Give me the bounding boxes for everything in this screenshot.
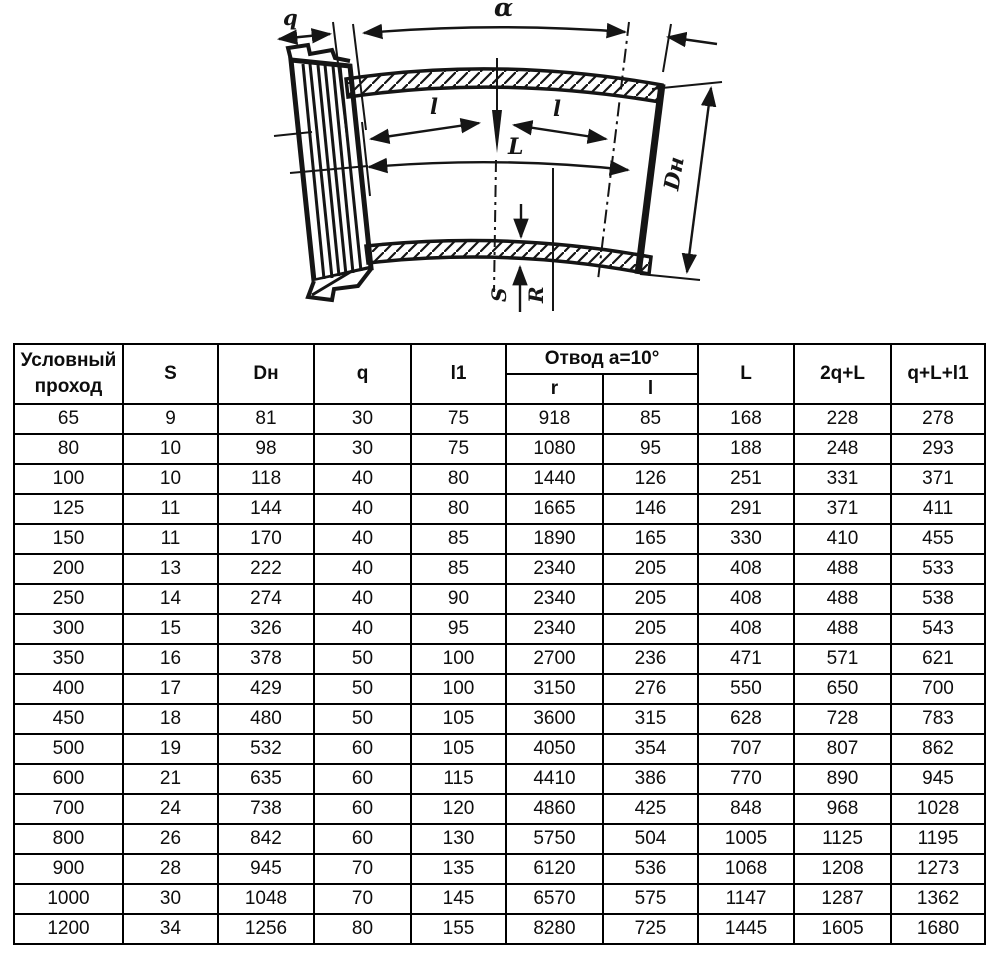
table-row (14, 884, 985, 914)
table-cell: 85 (411, 554, 506, 584)
table-cell: 371 (891, 464, 985, 494)
table-cell: 10 (123, 434, 218, 464)
table-row (14, 464, 985, 494)
col-header-l1: l1 (411, 344, 506, 404)
table-cell: 65 (14, 404, 123, 434)
table-cell: 236 (603, 644, 698, 674)
table-cell: 480 (218, 704, 314, 734)
table-cell: 28 (123, 854, 218, 884)
table-cell: 1028 (891, 794, 985, 824)
table-cell: 130 (411, 824, 506, 854)
table-cell: 500 (14, 734, 123, 764)
dim-label-alpha: α (494, 0, 514, 22)
table-row (14, 674, 985, 704)
table-cell: 251 (698, 464, 794, 494)
table-cell: 300 (14, 614, 123, 644)
table-header (14, 344, 985, 404)
table-cell: 783 (891, 704, 985, 734)
dim-label-R: R (524, 286, 548, 303)
table-cell: 700 (14, 794, 123, 824)
table-row (14, 824, 985, 854)
table-cell: 70 (314, 884, 411, 914)
table-cell: 707 (698, 734, 794, 764)
table-cell: 8280 (506, 914, 603, 944)
table-cell: 11 (123, 524, 218, 554)
table-row (14, 794, 985, 824)
table-cell: 945 (218, 854, 314, 884)
table-cell: 34 (123, 914, 218, 944)
table-cell: 550 (698, 674, 794, 704)
table-cell: 40 (314, 614, 411, 644)
table-cell: 575 (603, 884, 698, 914)
table-cell: 40 (314, 494, 411, 524)
dim-label-S: S (487, 287, 511, 302)
table-row (14, 704, 985, 734)
table-cell: 488 (794, 614, 891, 644)
table-cell: 700 (891, 674, 985, 704)
table-cell: 14 (123, 584, 218, 614)
table-row (14, 644, 985, 674)
table-cell: 85 (603, 404, 698, 434)
col-header-L: L (698, 344, 794, 404)
table-cell: 205 (603, 584, 698, 614)
table-cell: 80 (411, 494, 506, 524)
table-cell: 50 (314, 674, 411, 704)
table-cell: 471 (698, 644, 794, 674)
table-cell: 532 (218, 734, 314, 764)
table-cell: 1362 (891, 884, 985, 914)
pipe-end-cap (638, 84, 662, 274)
table-cell: 800 (14, 824, 123, 854)
table-cell: 725 (603, 914, 698, 944)
table-cell: 848 (698, 794, 794, 824)
col-header-r: r (506, 374, 603, 404)
table-cell: 21 (123, 764, 218, 794)
table-cell: 2340 (506, 584, 603, 614)
table-cell: 18 (123, 704, 218, 734)
table-cell: 60 (314, 764, 411, 794)
table-row (14, 494, 985, 524)
table-cell: 1000 (14, 884, 123, 914)
table-cell: 26 (123, 824, 218, 854)
table-cell: 100 (411, 644, 506, 674)
table-cell: 291 (698, 494, 794, 524)
table-cell: 95 (411, 614, 506, 644)
table-cell: 276 (603, 674, 698, 704)
table-cell: 2700 (506, 644, 603, 674)
table-cell: 13 (123, 554, 218, 584)
table-cell: 621 (891, 644, 985, 674)
col-header-2q-plus-L: 2q+L (794, 344, 891, 404)
table-cell: 450 (14, 704, 123, 734)
dim-label-q: q (283, 5, 298, 30)
table-cell: 3600 (506, 704, 603, 734)
table-cell: 16 (123, 644, 218, 674)
table-cell: 2340 (506, 614, 603, 644)
table-cell: 118 (218, 464, 314, 494)
table-cell: 170 (218, 524, 314, 554)
table-cell: 354 (603, 734, 698, 764)
table-cell: 3150 (506, 674, 603, 704)
table-cell: 81 (218, 404, 314, 434)
table-cell: 1273 (891, 854, 985, 884)
table-row (14, 764, 985, 794)
table-cell: 455 (891, 524, 985, 554)
table-cell: 5750 (506, 824, 603, 854)
table-cell: 205 (603, 614, 698, 644)
table-cell: 40 (314, 554, 411, 584)
table-cell: 19 (123, 734, 218, 764)
table-cell: 165 (603, 524, 698, 554)
table-cell: 842 (218, 824, 314, 854)
table-cell: 488 (794, 584, 891, 614)
table-cell: 70 (314, 854, 411, 884)
table-row (14, 614, 985, 644)
table-cell: 205 (603, 554, 698, 584)
table-cell: 425 (603, 794, 698, 824)
table-cell: 4860 (506, 794, 603, 824)
table-cell: 1287 (794, 884, 891, 914)
table-cell: 40 (314, 584, 411, 614)
table-cell: 400 (14, 674, 123, 704)
table-cell: 918 (506, 404, 603, 434)
pipe-bottom-wall (366, 241, 651, 274)
table-cell: 4410 (506, 764, 603, 794)
table-cell: 95 (603, 434, 698, 464)
table-cell: 125 (14, 494, 123, 524)
table-cell: 60 (314, 824, 411, 854)
table-cell: 1890 (506, 524, 603, 554)
table-row (14, 854, 985, 884)
col-header-otvod-group: Отвод a=10° (506, 344, 698, 374)
table-cell: 386 (603, 764, 698, 794)
table-cell: 536 (603, 854, 698, 884)
table-cell: 50 (314, 644, 411, 674)
table-cell: 331 (794, 464, 891, 494)
table-cell: 274 (218, 584, 314, 614)
table-cell: 650 (794, 674, 891, 704)
table-cell: 248 (794, 434, 891, 464)
table-cell: 80 (314, 914, 411, 944)
table-row (14, 734, 985, 764)
dim-label-l-left: l (430, 94, 438, 119)
table-cell: 126 (603, 464, 698, 494)
table-cell: 378 (218, 644, 314, 674)
table-cell: 278 (891, 404, 985, 434)
table-cell: 4050 (506, 734, 603, 764)
table-row (14, 434, 985, 464)
table-cell: 1048 (218, 884, 314, 914)
table-cell: 738 (218, 794, 314, 824)
table-row (14, 524, 985, 554)
table-cell: 115 (411, 764, 506, 794)
table-cell: 1005 (698, 824, 794, 854)
table-cell: 75 (411, 404, 506, 434)
table-cell: 350 (14, 644, 123, 674)
table-cell: 168 (698, 404, 794, 434)
table-row (14, 914, 985, 944)
table-cell: 1445 (698, 914, 794, 944)
table-cell: 250 (14, 584, 123, 614)
table-cell: 80 (14, 434, 123, 464)
table-cell: 2340 (506, 554, 603, 584)
table-cell: 293 (891, 434, 985, 464)
table-cell: 11 (123, 494, 218, 524)
table-cell: 408 (698, 554, 794, 584)
table-cell: 80 (411, 464, 506, 494)
table-cell: 155 (411, 914, 506, 944)
table-cell: 945 (891, 764, 985, 794)
table-cell: 222 (218, 554, 314, 584)
table-cell: 1440 (506, 464, 603, 494)
table-cell: 1208 (794, 854, 891, 884)
table-cell: 146 (603, 494, 698, 524)
table-cell: 17 (123, 674, 218, 704)
table-cell: 728 (794, 704, 891, 734)
table-cell: 770 (698, 764, 794, 794)
table-cell: 6120 (506, 854, 603, 884)
table-row (14, 554, 985, 584)
table-cell: 135 (411, 854, 506, 884)
col-header-s: S (123, 344, 218, 404)
table-cell: 862 (891, 734, 985, 764)
table-cell: 315 (603, 704, 698, 734)
table-cell: 968 (794, 794, 891, 824)
table-cell: 1200 (14, 914, 123, 944)
table-cell: 326 (218, 614, 314, 644)
table-cell: 1195 (891, 824, 985, 854)
table-cell: 628 (698, 704, 794, 734)
table-cell: 538 (891, 584, 985, 614)
table-cell: 60 (314, 794, 411, 824)
table-cell: 6570 (506, 884, 603, 914)
table-cell: 145 (411, 884, 506, 914)
table-cell: 30 (123, 884, 218, 914)
table-cell: 410 (794, 524, 891, 554)
table-cell: 504 (603, 824, 698, 854)
col-header-dn: Dн (218, 344, 314, 404)
table-cell: 90 (411, 584, 506, 614)
table-cell: 98 (218, 434, 314, 464)
table-cell: 571 (794, 644, 891, 674)
table-cell: 9 (123, 404, 218, 434)
dim-alpha (364, 0, 717, 44)
table-cell: 1068 (698, 854, 794, 884)
dim-l-right (514, 96, 606, 139)
table-cell: 1147 (698, 884, 794, 914)
dim-label-L: L (508, 134, 524, 160)
table-cell: 1256 (218, 914, 314, 944)
table-cell: 100 (14, 464, 123, 494)
dim-l-left (371, 94, 479, 139)
table-cell: 408 (698, 584, 794, 614)
dim-label-l-right: l (553, 96, 561, 121)
dim-Dn (658, 88, 711, 272)
table-cell: 330 (698, 524, 794, 554)
pipe-top-wall (346, 69, 662, 102)
table-cell: 543 (891, 614, 985, 644)
table-cell: 200 (14, 554, 123, 584)
table-row (14, 404, 985, 434)
table-cell: 15 (123, 614, 218, 644)
col-header-l: l (603, 374, 698, 404)
col-header-uslovny-prohod: Условный проход (14, 344, 123, 404)
table-cell: 488 (794, 554, 891, 584)
table-cell: 1080 (506, 434, 603, 464)
table-cell: 75 (411, 434, 506, 464)
table-cell: 807 (794, 734, 891, 764)
table-cell: 1665 (506, 494, 603, 524)
table-cell: 188 (698, 434, 794, 464)
dimensions-table (13, 343, 986, 945)
table-cell: 10 (123, 464, 218, 494)
table-cell: 890 (794, 764, 891, 794)
table-cell: 105 (411, 704, 506, 734)
table-cell: 150 (14, 524, 123, 554)
table-cell: 408 (698, 614, 794, 644)
col-header-q: q (314, 344, 411, 404)
dim-q (279, 5, 330, 39)
table-cell: 30 (314, 434, 411, 464)
table-cell: 600 (14, 764, 123, 794)
table-cell: 100 (411, 674, 506, 704)
col-header-q-plus-L-plus-l1: q+L+l1 (891, 344, 985, 404)
table-cell: 371 (794, 494, 891, 524)
table-cell: 30 (314, 404, 411, 434)
table-cell: 533 (891, 554, 985, 584)
table-cell: 1125 (794, 824, 891, 854)
table-row (14, 584, 985, 614)
table-cell: 40 (314, 464, 411, 494)
table-cell: 411 (891, 494, 985, 524)
table-cell: 24 (123, 794, 218, 824)
table-cell: 120 (411, 794, 506, 824)
table-cell: 1605 (794, 914, 891, 944)
table-cell: 85 (411, 524, 506, 554)
table-cell: 105 (411, 734, 506, 764)
table-cell: 144 (218, 494, 314, 524)
table-cell: 1680 (891, 914, 985, 944)
table-cell: 40 (314, 524, 411, 554)
pipe-bend-drawing (0, 0, 998, 340)
table-body (14, 404, 985, 944)
dim-label-Dn: Dн (658, 154, 689, 193)
table-cell: 429 (218, 674, 314, 704)
table-cell: 900 (14, 854, 123, 884)
table-cell: 635 (218, 764, 314, 794)
table-cell: 228 (794, 404, 891, 434)
table-cell: 60 (314, 734, 411, 764)
table-cell: 50 (314, 704, 411, 734)
